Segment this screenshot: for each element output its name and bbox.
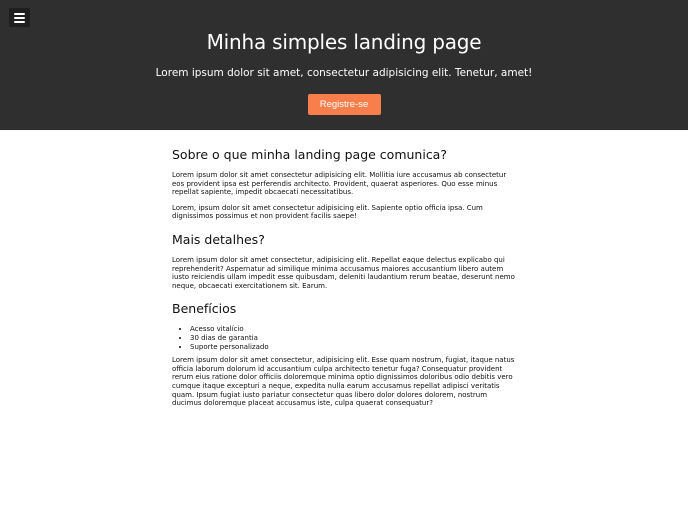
about-paragraph-2: Lorem, ipsum dolor sit amet consectetur adipisicing elit. Sapiente optio officia ipsa. Cum dignissimos possimus et non provident facilis saepe! bbox=[172, 203, 483, 221]
about-heading: Sobre o que minha landing page comunica? bbox=[172, 147, 447, 162]
menu-line bbox=[14, 13, 25, 15]
details-section bbox=[172, 232, 517, 290]
benefits-paragraph: Lorem ipsum dolor sit amet consectetur, adipisicing elit. Esse quam nostrum, fugiat, itaque natus officia laborum dolorum id accusantium culpa architecto tenetur fuga? Consequatur provident rerum eius ratione dolor officiis doloremque minima optio dignissimos doloribus odio debitis vero cumque itaque excepturi a neque, expedita nulla earum accusamus repellat adipisci veritatis quam. Ipsum fugiat iusto pariatur consectetur quas libero dolor dolores dolorem, nostrum ducimus doloremque placeat accusamus iste, culpa quaerat consequatur? bbox=[172, 356, 515, 408]
benefits-list bbox=[172, 325, 517, 351]
details-paragraph: Lorem ipsum dolor sit amet consectetur, adipisicing elit. Repellat eaque delectus explicabo qui reprehenderit? Aspernatur ad similique minima accusamus maiores accusantium libero autem iusto reiciendis ullam impedit esse quibusdam, deleniti laudantium rerum beatae, deserunt nemo neque, obcaecati exercitationem sit. Earum. bbox=[172, 255, 515, 290]
main-content bbox=[172, 130, 517, 408]
list-item: • Suporte personalizado bbox=[190, 343, 517, 352]
menu-line bbox=[14, 17, 25, 19]
about-paragraph-1: Lorem ipsum dolor sit amet consectetur adipisicing elit. Mollitia iure accusamus ab consectetur eos provident ipsa est perferendis architecto. Provident, quaerat asperiores. Quo esse minus repellat sapiente, impedit obcaecati necessitatibus. bbox=[172, 171, 507, 197]
details-heading: Mais detalhes? bbox=[172, 231, 265, 247]
register-button[interactable]: Registre-se bbox=[308, 94, 381, 115]
about-section bbox=[172, 147, 517, 221]
menu-line bbox=[14, 21, 25, 23]
benefits-section bbox=[172, 301, 517, 407]
page-title: Minha simples landing page bbox=[206, 30, 482, 54]
list-item: • 30 dias de garantia bbox=[190, 334, 517, 343]
benefits-heading: Benefícios bbox=[172, 301, 237, 317]
hero-subtitle: Lorem ipsum dolor sit amet, consectetur adipisicing elit. Tenetur, amet! bbox=[155, 67, 533, 79]
hamburger-icon[interactable] bbox=[9, 8, 30, 27]
hero-header bbox=[0, 0, 688, 130]
list-item: • Acesso vitalício bbox=[190, 325, 517, 334]
